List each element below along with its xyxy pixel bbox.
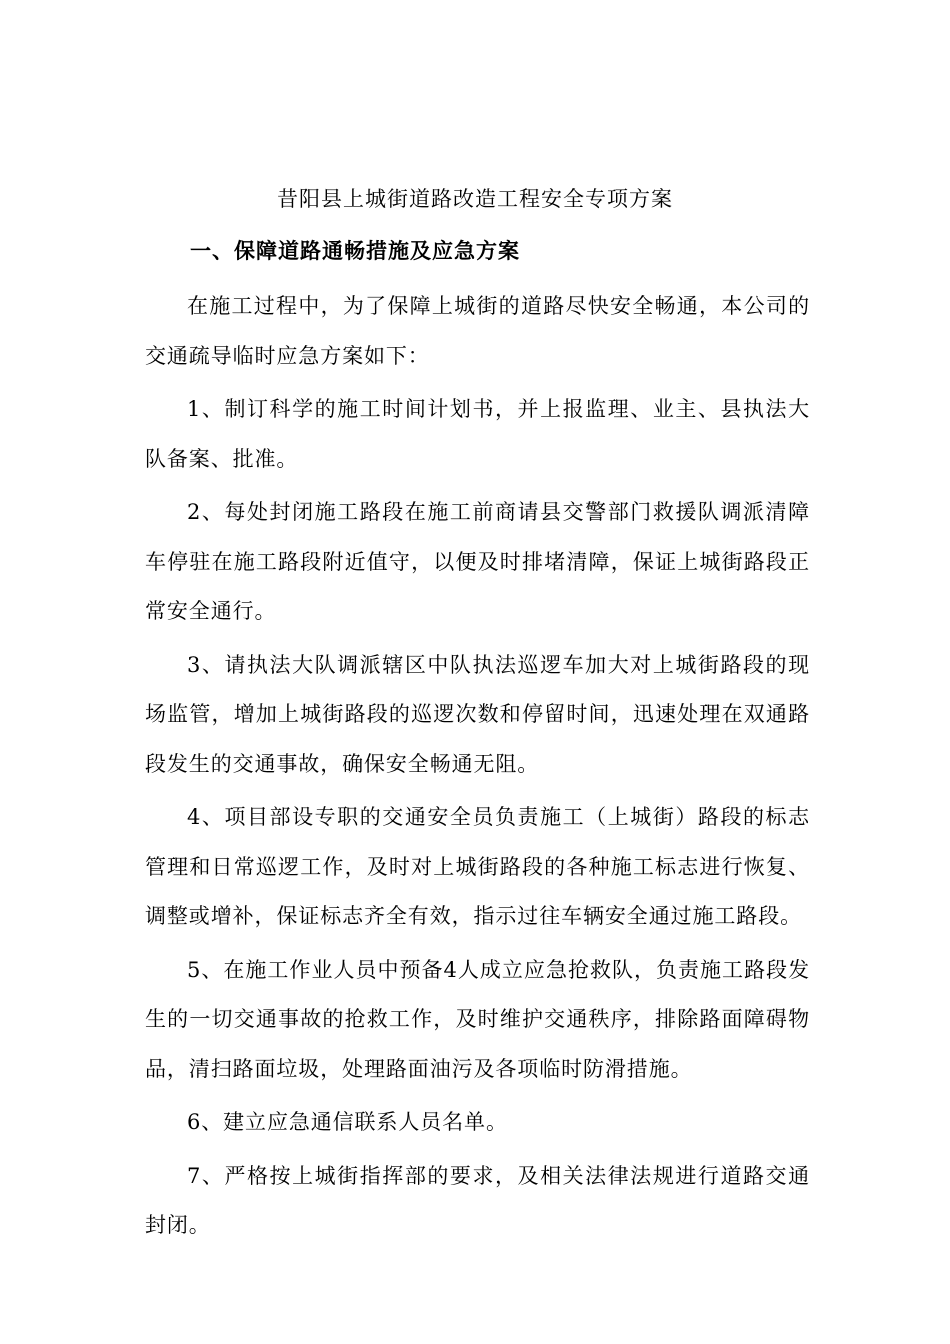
document-body <box>145 282 810 1251</box>
list-item-1: 1、制订科学的施工时间计划书，并上报监理、业主、县执法大队备案、批准。 <box>145 397 810 471</box>
list-item-3: 3、请执法大队调派辖区中队执法巡逻车加大对上城街路段的现场监管，增加上城街路段的巡逻次数和停留时间，迅速处理在双通路段发生的交通事故，确保安全畅通无阻。 <box>145 652 810 776</box>
document-title: 昔阳县上城街道路改造工程安全专项方案 <box>277 187 673 211</box>
list-item-7: 7、严格按上城街指挥部的要求，及相关法律法规进行道路交通封闭。 <box>145 1163 810 1237</box>
list-item-2: 2、每处封闭施工路段在施工前商请县交警部门救援队调派清障车停驻在施工路段附近值守，以便及时排堵清障，保证上城街路段正常安全通行。 <box>145 500 810 623</box>
list-item-4: 4、项目部设专职的交通安全员负责施工（上城街）路段的标志管理和日常巡逻工作，及时对上城街路段的各种施工标志进行恢复、调整或增补，保证标志齐全有效，指示过往车辆安全通过施工路段。 <box>145 805 810 928</box>
section-heading: 一、保障道路通畅措施及应急方案 <box>190 238 520 263</box>
list-item-5: 5、在施工作业人员中预备4人成立应急抢救队，负责施工路段发生的一切交通事故的抢救工作，及时维护交通秩序，排除路面障碍物品，清扫路面垃圾，处理路面油污及各项临时防滑措施。 <box>145 957 810 1081</box>
intro-paragraph: 在施工过程中，为了保障上城街的道路尽快安全畅通，本公司的交通疏导临时应急方案如下： <box>145 294 810 368</box>
list-item-6: 6、建立应急通信联系人员名单。 <box>187 1110 508 1134</box>
